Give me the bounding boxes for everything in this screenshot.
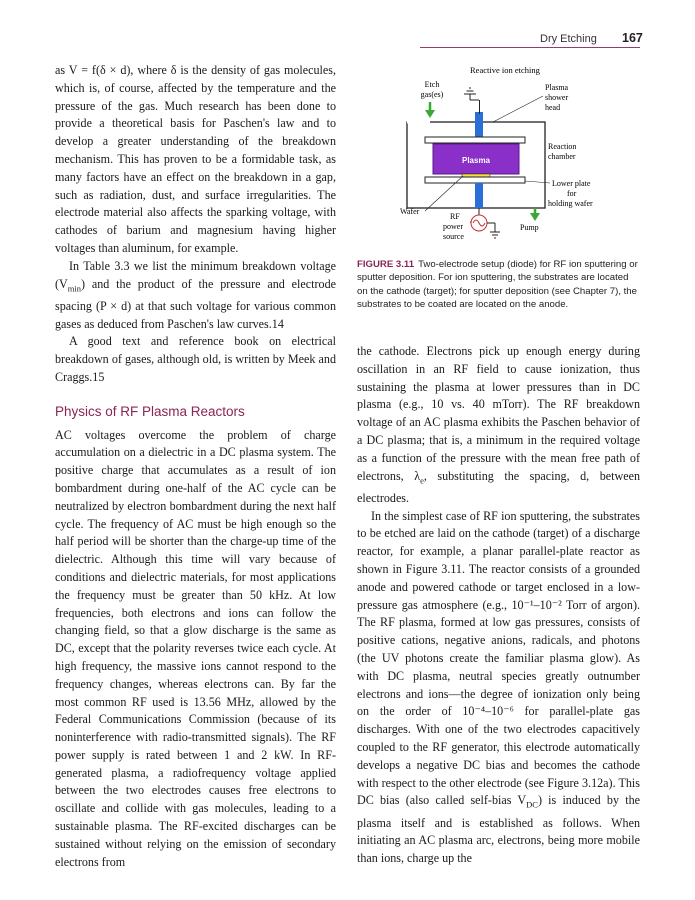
gas-inlet-arrow-icon bbox=[425, 110, 435, 118]
label-lower-plate-line2: for bbox=[567, 189, 577, 198]
label-wafer: Wafer bbox=[400, 207, 420, 216]
lower-electrode-stem bbox=[475, 183, 483, 208]
left-column bbox=[55, 62, 336, 871]
figure-title: Reactive ion etching bbox=[470, 65, 540, 75]
figure-caption bbox=[357, 258, 640, 311]
label-pump: Pump bbox=[520, 223, 539, 232]
label-rf-line1: RF bbox=[450, 212, 460, 221]
paragraph: In the simplest case of RF ion sputtering, the substrates to be etched are laid on the cathode (target) of a discharge reactor, for example, a planar parallel-plate reactor as shown in Figure 3.11. The reactor consists of a grounded anode and powered cathode or target enclosed in a low-pressure gas atmosphere (e.g., 10⁻¹–10⁻² Torr of argon). The RF plasma, formed at low gas pressures, consists of positive cations, negative anions, radicals, and photons (the UV photons create the familiar plasma glow). As with DC plasma, neutral species greatly outnumber electrons and ions—the degree of ionization only being on the order of 10⁻⁴–10⁻⁶ for parallel-plate gas discharges. With one of the two electrodes capacitively coupled to the RF generator, this electrode automatically develops a negative DC bias and becomes the cathode with respect to the other electrode (see Figure 3.12a). This DC bias (also called self-bias $V_{DC}$) is induced by the plasma itself and is established as follows. When initiating an AC plasma arc, electrons, being more mobile than ions, charge up the bbox=[357, 508, 640, 866]
label-chamber-line2: chamber bbox=[548, 152, 576, 161]
paragraph: A good text and reference book on electrical breakdown of gases, although old, is written by Meek and Craggs.15 bbox=[55, 334, 336, 384]
paragraph: as V = f(δ × d), where δ is the density of gas molecules, which is, of course, affected by the temperature and the pressure of the gas. Much research has been done to provide a theoretical basis for Paschen's law and to develop a greater understanding of the breakdown mechanism. This has proven to be a formidable task, as many factors have an effect on the breakdown in a gap, such as radiation, dust, and surface irregularities. The electrode material also affects the sparking voltage, with cathodes of barium and magnesium having higher voltages than aluminum, for example. bbox=[55, 63, 336, 255]
label-etch-gas-line1: Etch bbox=[424, 80, 440, 89]
page-number: 167 bbox=[622, 31, 643, 45]
caption-label: FIGURE 3.11 bbox=[357, 259, 415, 270]
header-rule bbox=[420, 47, 640, 48]
pump-arrow-icon bbox=[530, 213, 540, 221]
paragraph: the cathode. Electrons pick up enough energy during oscillation in an RF field to cause ionization, thus sustaining the plasma at lower pressures than in DC plasma (e.g., 10 vs. 40 mTorr). The RF breakdown voltage of an AC plasma exhibits the Paschen behavior of a DC plasma; that is, a minimum in the required voltage as a function of the pressure with the mean free path of electrons, $\lambda_e$, substituting the spacing, d, between electrodes. bbox=[357, 344, 640, 505]
rie-figure bbox=[395, 60, 645, 252]
top-electrode-plate bbox=[425, 137, 525, 143]
top-electrode-stem bbox=[475, 112, 483, 137]
table-paragraph: In Table 3.3 we list the minimum breakdown voltage $(V_{min})$ and the product of the pressure and electrode spacing (P × d) at that such voltage for various common gases as deduced from Paschen's law curves.14 bbox=[55, 258, 336, 331]
label-shower-line2: shower bbox=[545, 93, 569, 102]
paragraph: AC voltages overcome the problem of charge accumulation on a dielectric in a DC plasma system. The positive charge that accumulates as a result of ion bombardment during one-half of the AC cycle can be neutralized by electron bombardment during the next half cycle. The frequency of AC must be high enough so the half period will be shorter than the charge-up time of the dielectric. Although this time will vary because of conditions and dielectric materials, for most applications the frequency must be greater than 50 kHz. At low frequencies, both electrons and ions can follow the changing field, so that a glow discharge is the same as DC, except that the polarity reverses twice each cycle. At high frequency, the massive ions cannot respond to the frequency changes, whereas electrons can. By far the most common RF used is 13.56 MHz, allowed by the Federal Communications Commission (because of its noninterference with radio-transmitted signals). The RF power supply is rated between 1 and 2 kW. In RF-generated plasma, a radiofrequency voltage applied between the two electrodes causes free electrons to oscillate and collide with gas molecules, leading to a sustainable plasma. The RF-excited discharges can be sustained without relying on the emission of secondary electrons from bbox=[55, 427, 336, 869]
caption-text: Two-electrode setup (diode) for RF ion sputtering or sputter deposition. For ion sputtering, the substrates are located on the cathode (target); for sputter deposition (see Chapter 7), the substrates to be coated are located on the anode. bbox=[357, 259, 638, 310]
label-lower-plate-line3: holding wafer bbox=[548, 199, 593, 208]
label-plasma: Plasma bbox=[461, 156, 491, 165]
section-heading: Physics of RF Plasma Reactors bbox=[55, 403, 245, 419]
label-etch-gas-line2: gas(es) bbox=[420, 90, 444, 99]
label-rf-line2: power bbox=[443, 222, 463, 231]
label-lower-plate-line1: Lower plate bbox=[552, 179, 591, 188]
label-chamber-line1: Reaction bbox=[548, 142, 577, 151]
label-rf-line3: source bbox=[443, 232, 464, 241]
right-column bbox=[357, 343, 640, 868]
label-shower-line1: Plasma bbox=[545, 83, 569, 92]
running-header-section: Dry Etching bbox=[540, 33, 597, 45]
label-shower-line3: head bbox=[545, 103, 561, 112]
lower-electrode-plate bbox=[425, 177, 525, 183]
